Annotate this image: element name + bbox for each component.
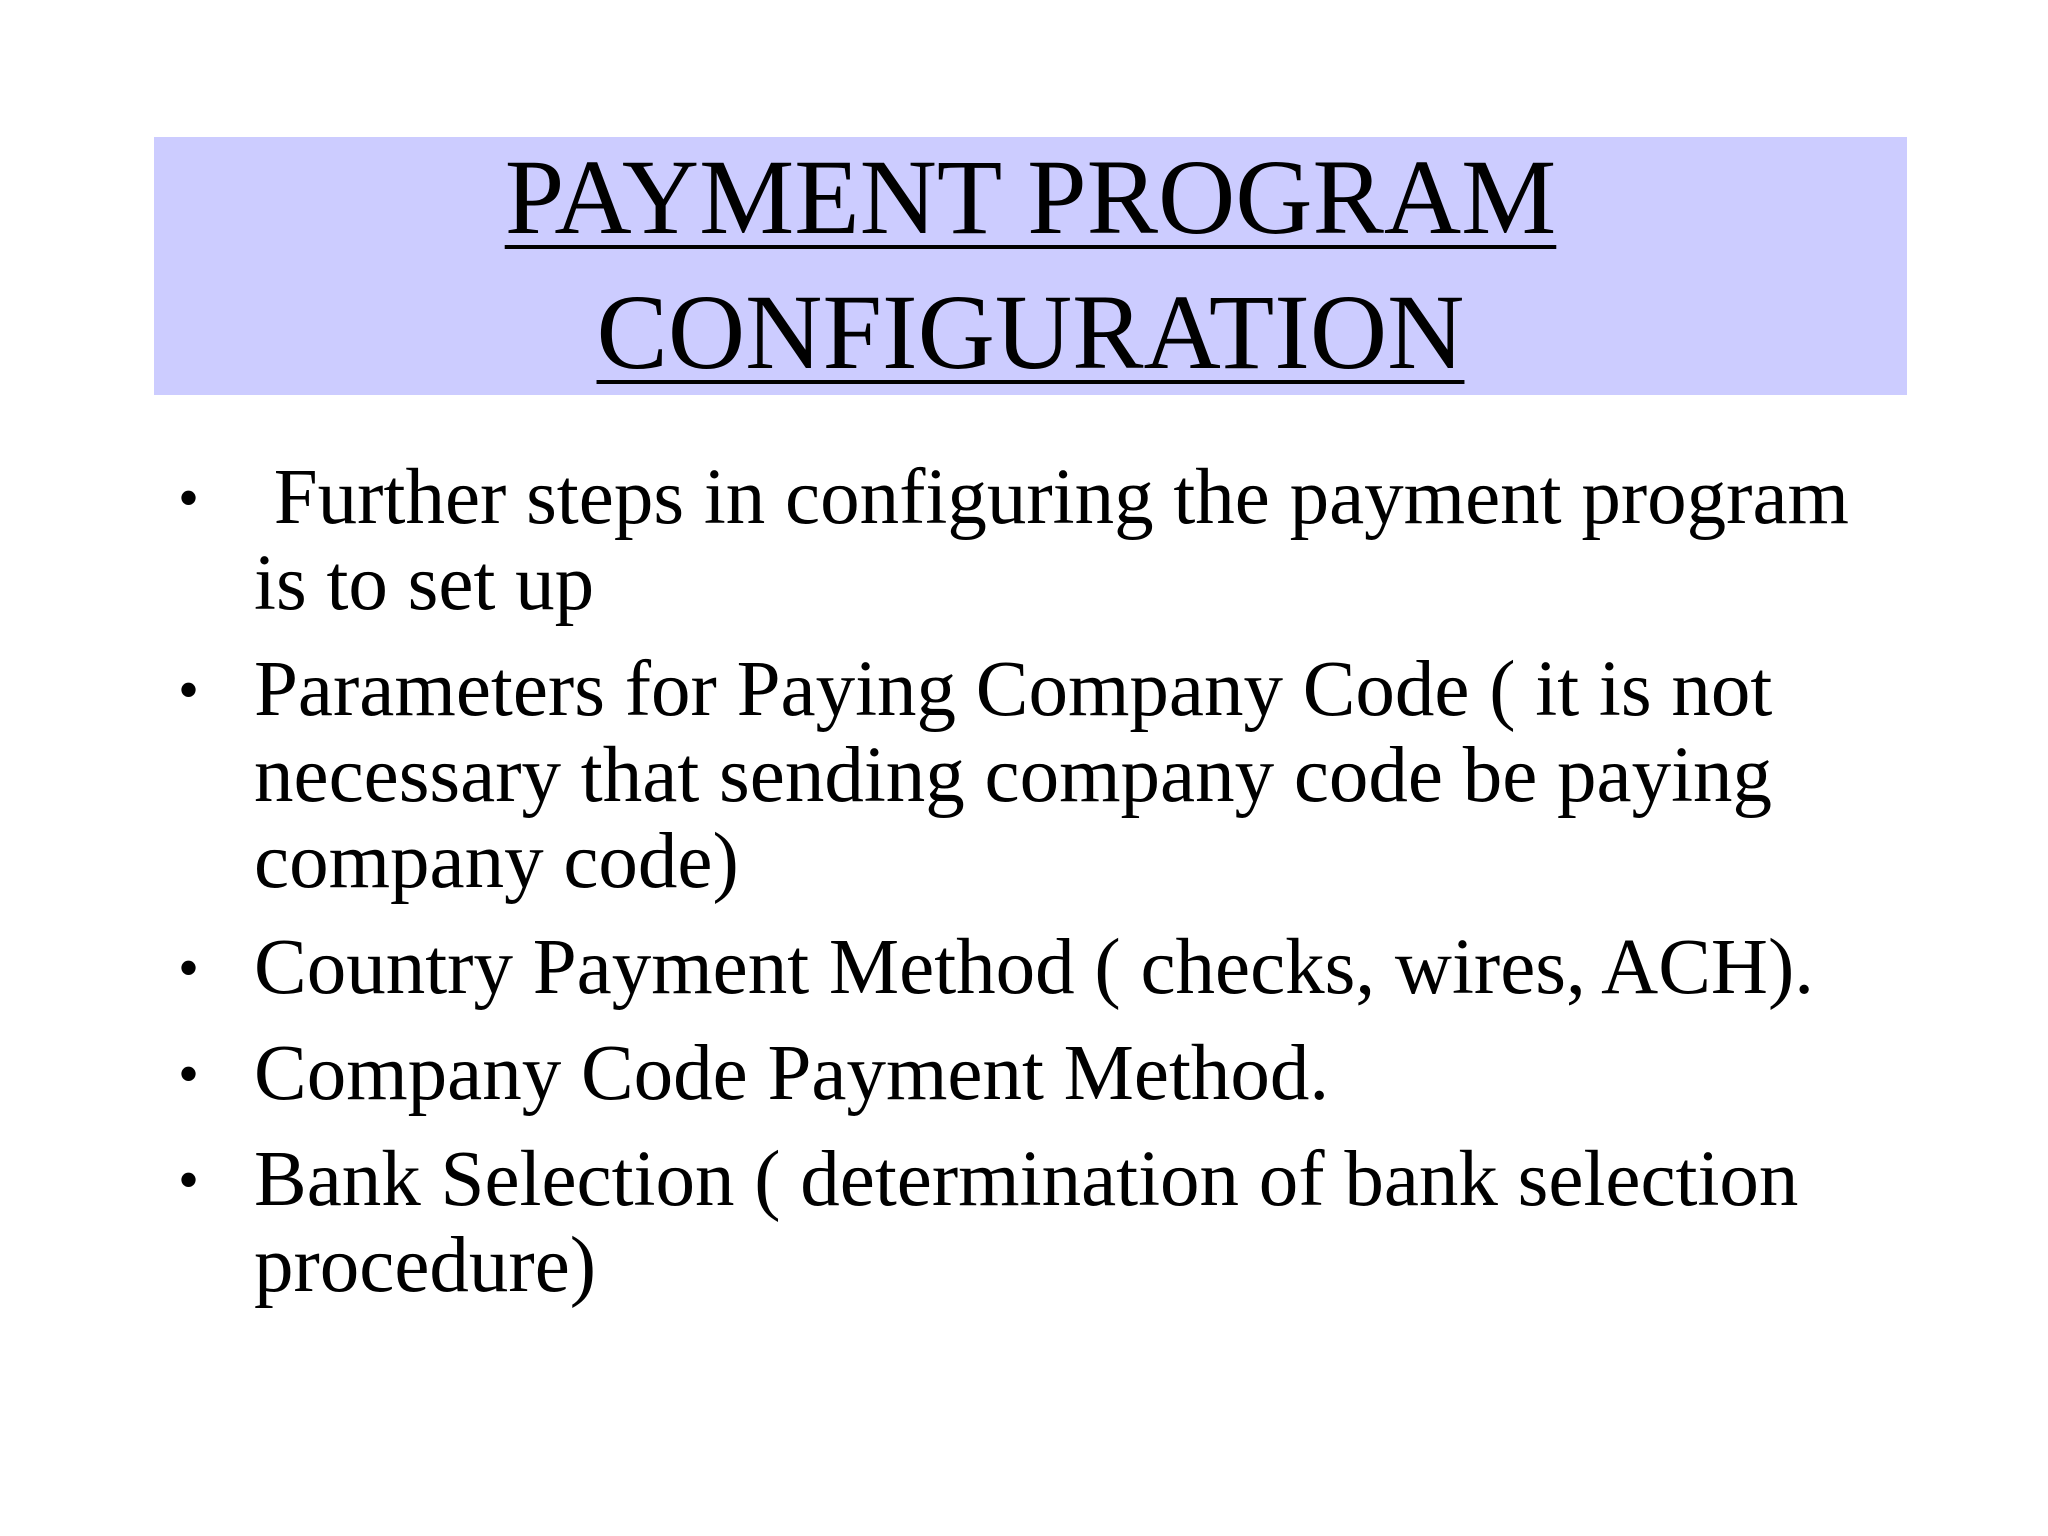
bullet-dot-icon: • [178, 657, 200, 723]
bullet-item [170, 647, 1890, 905]
bullet-text: Bank Selection ( determination of bank selection procedure) [254, 1136, 1799, 1309]
bullet-text: Company Code Payment Method. [254, 1030, 1330, 1117]
bullet-item [170, 1031, 1890, 1117]
title-line-1: PAYMENT PROGRAM [504, 139, 1557, 257]
title-line-2: CONFIGURATION [596, 274, 1465, 392]
bullet-dot-icon: • [178, 935, 200, 1001]
bullet-item [170, 925, 1890, 1011]
bullet-dot-icon: • [178, 1041, 200, 1107]
bullet-text: Further steps in configuring the payment program is to set up [254, 454, 1869, 627]
bullet-text: Country Payment Method ( checks, wires, ACH). [254, 924, 1815, 1011]
bullet-text: Parameters for Paying Company Code ( it is not necessary that sending company code be paying company code) [254, 646, 1773, 905]
slide-title [154, 137, 1907, 395]
bullet-dot-icon: • [178, 465, 200, 531]
bullet-item [170, 1137, 1890, 1309]
bullet-list [170, 455, 1890, 1329]
bullet-item [170, 455, 1890, 627]
bullet-dot-icon: • [178, 1147, 200, 1213]
